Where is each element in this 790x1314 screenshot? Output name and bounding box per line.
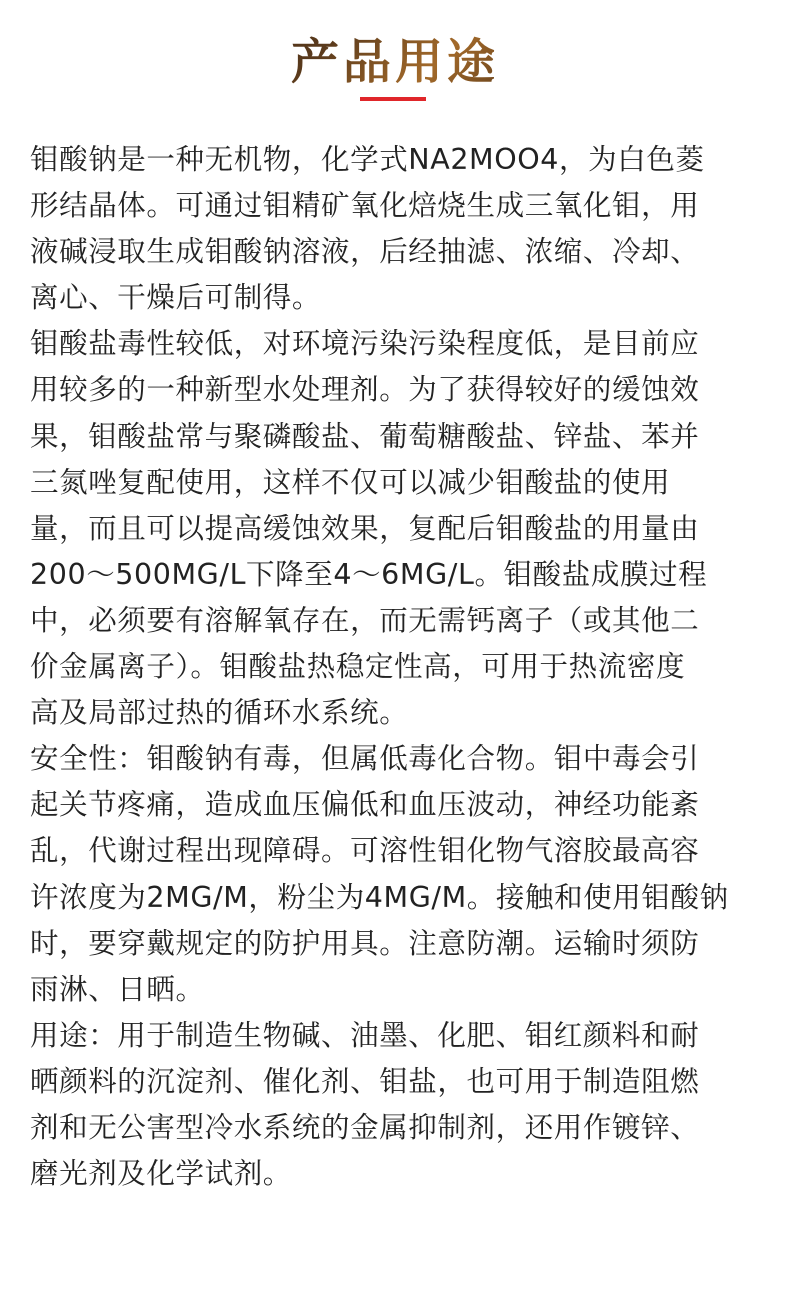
text-line: 三氮唑复配使用，这样不仅可以减少钼酸盐的使用 [30, 465, 671, 499]
text-line: 200～500MG/L下降至4～6MG/L。钼酸盐成膜过程 [30, 557, 708, 591]
text-line: 磨光剂及化学试剂。 [30, 1157, 292, 1191]
text-line: 形结晶体。可通过钼精矿氧化焙烧生成三氧化钼，用 [30, 189, 700, 223]
text-line: 时，要穿戴规定的防护用具。注意防潮。运输时须防 [30, 926, 700, 960]
text-line: 高及局部过热的循环水系统。 [30, 696, 409, 730]
text-line: 价金属离子）。钼酸盐热稳定性高，可用于热流密度 [30, 650, 686, 684]
text-line: 许浓度为2MG/M，粉尘为4MG/M。接触和使用钼酸钠 [30, 880, 729, 914]
description-text [30, 137, 770, 1197]
text-line: 用途：用于制造生物碱、油墨、化肥、钼红颜料和耐 [30, 1018, 700, 1052]
text-line: 起关节疼痛，造成血压偏低和血压波动，神经功能紊 [30, 788, 700, 822]
text-line: 安全性：钼酸钠有毒，但属低毒化合物。钼中毒会引 [30, 742, 700, 776]
page-title: 产品用途 [0, 30, 790, 94]
text-line: 晒颜料的沉淀剂、催化剂、钼盐，也可用于制造阻燃 [30, 1064, 700, 1098]
text-line: 离心、干燥后可制得。 [30, 281, 322, 315]
text-line: 液碱浸取生成钼酸钠溶液，后经抽滤、浓缩、冷却、 [30, 235, 700, 269]
text-line: 钼酸盐毒性较低，对环境污染污染程度低，是目前应 [30, 327, 700, 361]
text-line: 中，必须要有溶解氧存在，而无需钙离子（或其他二 [30, 603, 700, 637]
text-line: 钼酸钠是一种无机物，化学式NA2MOO4，为白色菱 [30, 143, 705, 176]
text-line: 雨淋、日晒。 [30, 972, 205, 1006]
text-line: 用较多的一种新型水处理剂。为了获得较好的缓蚀效 [30, 373, 700, 407]
text-line: 剂和无公害型冷水系统的金属抑制剂，还用作镀锌、 [30, 1110, 700, 1144]
text-line: 乱，代谢过程出现障碍。可溶性钼化物气溶胶最高容 [30, 834, 700, 868]
text-line: 量，而且可以提高缓蚀效果，复配后钼酸盐的用量由 [30, 511, 700, 545]
text-line: 果，钼酸盐常与聚磷酸盐、葡萄糖酸盐、锌盐、苯并 [30, 419, 700, 453]
title-underline [360, 97, 426, 101]
